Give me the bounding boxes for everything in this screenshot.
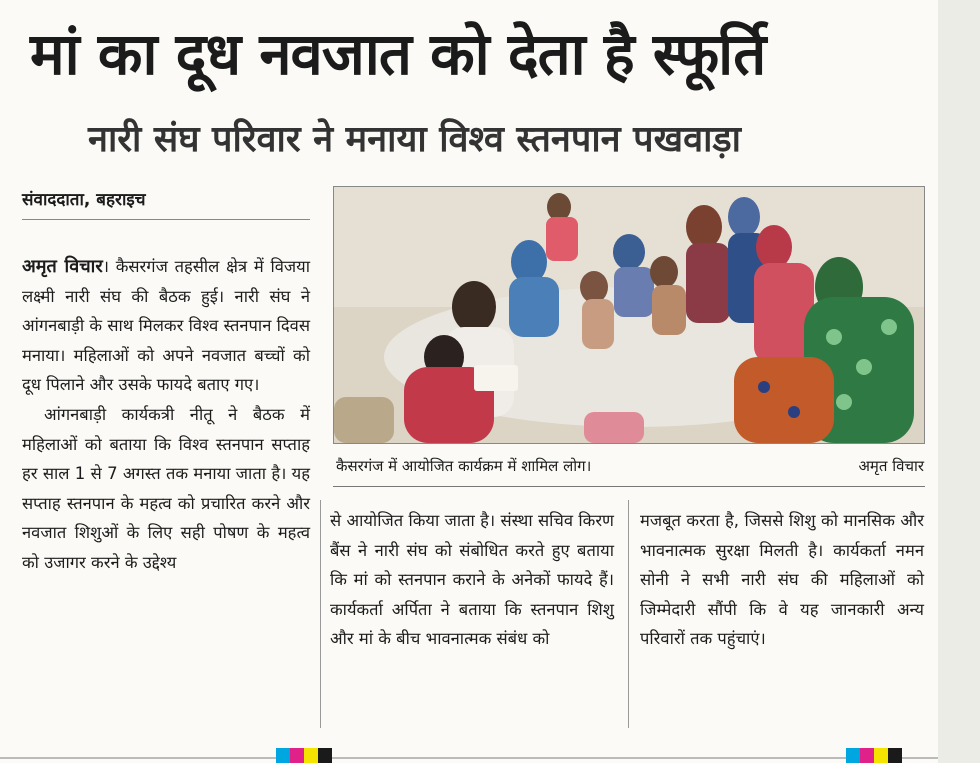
photo-credit: अमृत विचार [858,457,924,475]
cyan-swatch [846,748,860,763]
group-meeting-photo [334,187,924,443]
subheadline: नारी संघ परिवार ने मनाया विश्व स्तनपान पखवाड़ा [88,119,742,160]
article-paragraph-2: आंगनबाड़ी कार्यकत्री नीतू ने बैठक में महिलाओं को बताया कि विश्व स्तनपान सप्ताह हर साल 1 से 7 अगस्त तक मनाया जाता है। यह सप्ताह स्तनपान के महत्व को प्रचारित करने और नवजात शिशुओं के लिए सही पोषण के महत्व को उजागर करने के उद्देश्य [22,404,310,572]
photo-caption: कैसरगंज में आयोजित कार्यक्रम में शामिल लोग। [336,457,592,475]
page-bottom-rule [0,757,938,759]
paragraph-1-text: । कैसरगंज तहसील क्षेत्र में विजया लक्ष्मी नारी संघ की बैठक हुई। नारी संघ ने आंगनबाड़ी के साथ मिलकर विश्व स्तनपान दिवस मनाया। महिलाओं को अपने नवजात बच्चों को दूध पिलाने और उसके फायदे बताए गए। [22,257,310,395]
lead-source: अमृत विचार [22,256,103,277]
yellow-swatch [874,748,888,763]
byline-divider [22,219,310,220]
article-column-3 [640,506,924,654]
magenta-swatch [860,748,874,763]
color-registration-marks [846,748,902,763]
magenta-swatch [290,748,304,763]
byline: संवाददाता, बहराइच [22,190,146,210]
page-margin [938,0,980,763]
yellow-swatch [304,748,318,763]
black-swatch [888,748,902,763]
black-swatch [318,748,332,763]
cyan-swatch [276,748,290,763]
article-paragraph-3: से आयोजित किया जाता है। संस्था सचिव किरण बैंस ने नारी संघ को संबोधित करते हुए बताया कि मां को स्तनपान कराने के अनेकों फायदे हैं। कार्यकर्ता अर्पिता ने बताया कि स्तनपान शिशु और मां के बीच भावनात्मक संबंध को [330,511,614,649]
headline: मां का दूध नवजात को देता है स्फूर्ति [30,20,766,88]
column-divider [320,500,321,728]
article-paragraph-4: मजबूत करता है, जिससे शिशु को मानसिक और भावनात्मक सुरक्षा मिलती है। कार्यकर्ता नमन सोनी ने सभी नारी संघ की महिलाओं को जिम्मेदारी सौंपी कि वे यह जानकारी अन्य परिवारों तक पहुंचाएं। [640,511,924,649]
article-column-2 [330,506,614,654]
article-paragraph-1 [22,252,310,400]
news-photo [333,186,925,444]
caption-divider [333,486,925,487]
column-divider [628,500,629,728]
color-registration-marks [276,748,332,763]
article-column-1 [22,252,310,578]
